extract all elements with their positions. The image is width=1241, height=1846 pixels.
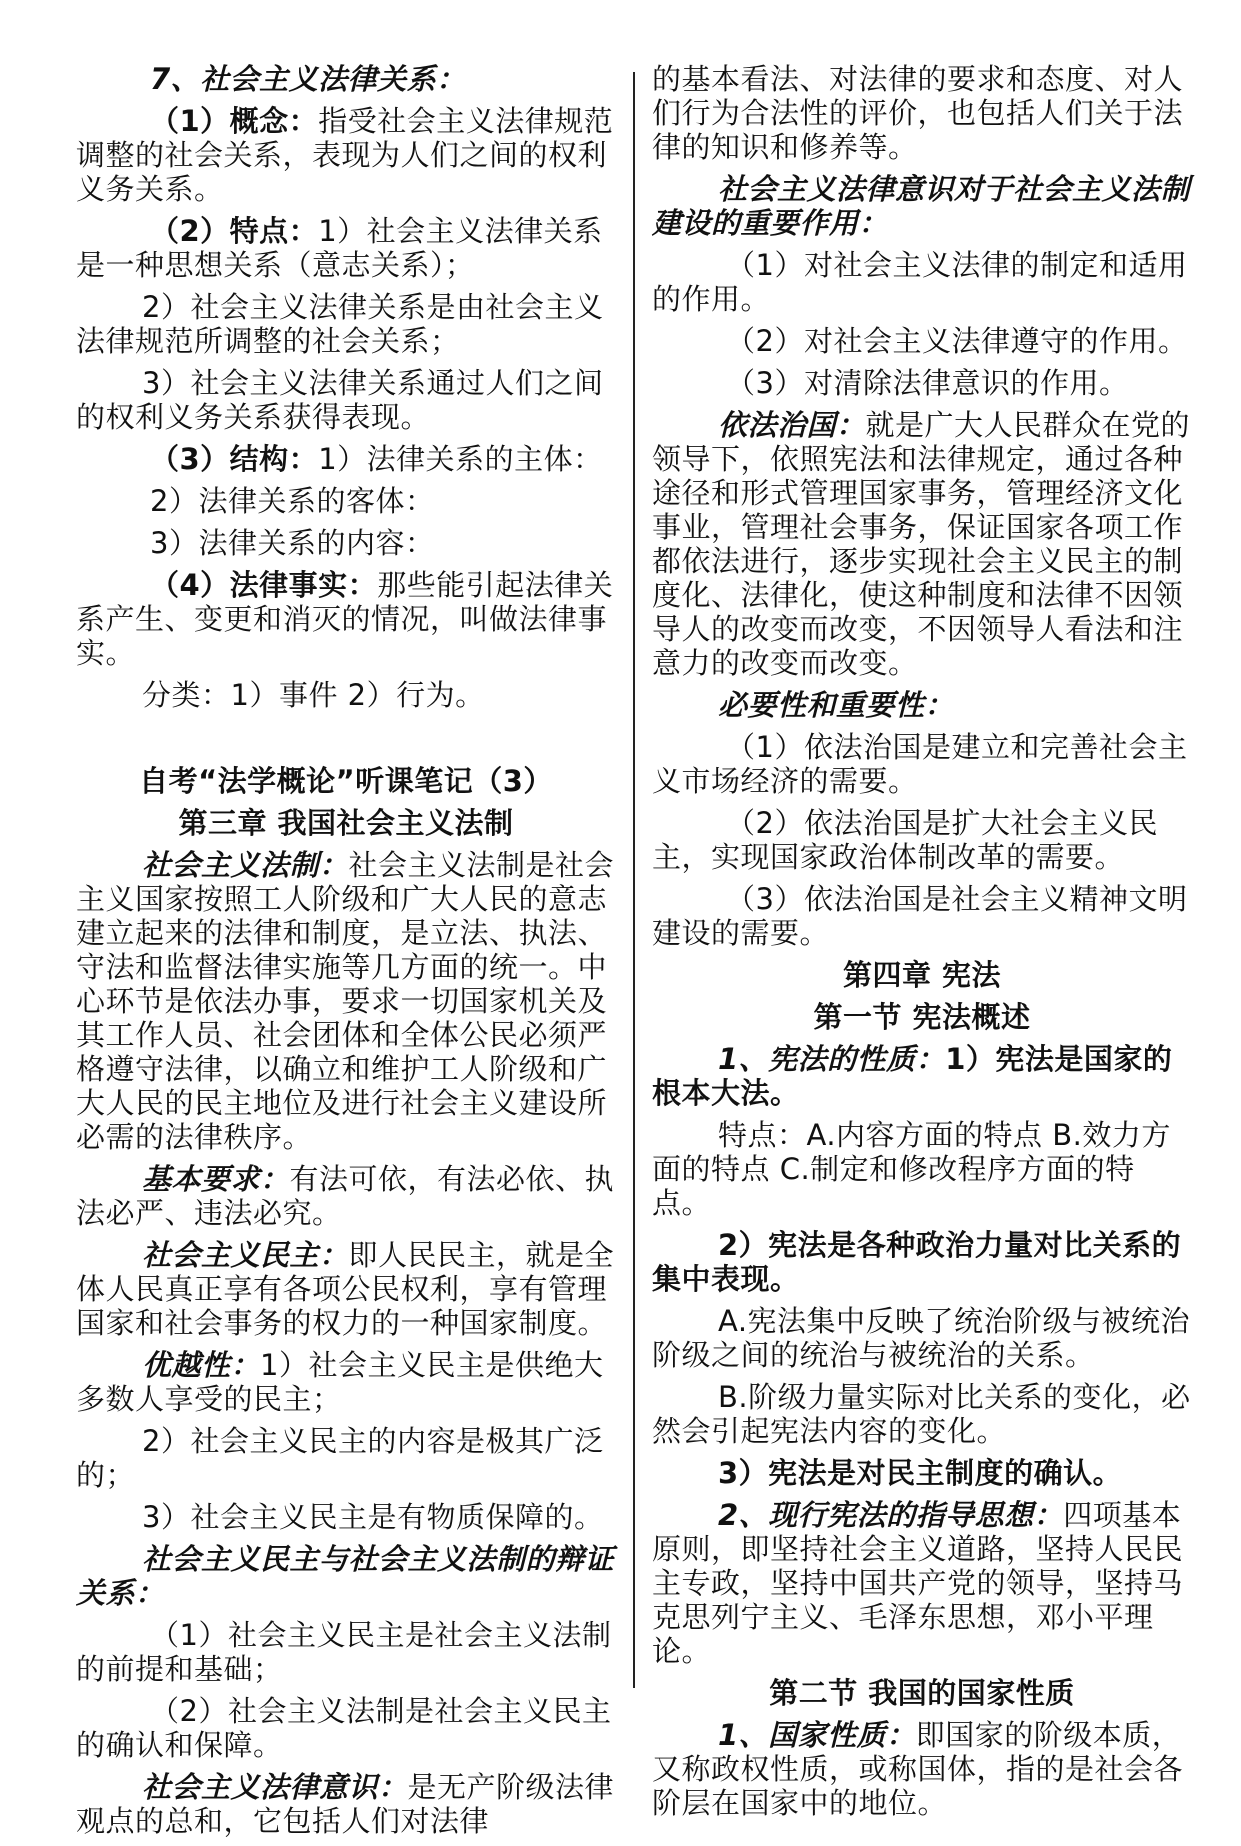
paragraph: 3）社会主义法律关系通过人们之间的权利义务关系获得表现。 — [76, 366, 604, 434]
paragraph: 3）社会主义民主是有物质保障的。 — [142, 1500, 604, 1534]
paragraph: 2）宪法是各种政治力量对比关系的集中表现。 — [652, 1228, 1182, 1296]
paragraph: （1）对社会主义法律的制定和适用的作用。 — [652, 248, 1188, 316]
paragraph: 2）社会主义法律关系是由社会主义法律规范所调整的社会关系； — [76, 290, 604, 358]
paragraph: 社会主义民主：即人民民主，就是全体人民真正享有各项公民权利，享有管理国家和社会事务的权力的一种国家制度。 — [76, 1238, 615, 1340]
paragraph: 2）社会主义民主的内容是极其广泛的； — [76, 1424, 604, 1492]
paragraph: （1）概念：指受社会主义法律规范调整的社会关系，表现为人们之间的权利义务关系。 — [76, 104, 614, 206]
paragraph: 基本要求：有法可依，有法必依、执法必严、违法必究。 — [76, 1162, 615, 1230]
paragraph: （2）对社会主义法律遵守的作用。 — [726, 324, 1188, 358]
paragraph: B.阶级力量实际对比关系的变化，必然会引起宪法内容的变化。 — [652, 1380, 1191, 1448]
paragraph: （2）社会主义法制是社会主义民主的确认和保障。 — [76, 1694, 612, 1762]
paragraph: （1）依法治国是建立和完善社会主义市场经济的需要。 — [652, 730, 1188, 798]
paragraph: 社会主义民主与社会主义法制的辩证关系： — [76, 1542, 615, 1610]
paragraph: 2、现行宪法的指导思想：四项基本原则，即坚持社会主义道路，坚持人民民主专政，坚持中国共产党的领导，坚持马克思列宁主义、毛泽东思想，邓小平理论。 — [652, 1498, 1184, 1668]
paragraph: （1）社会主义民主是社会主义法制的前提和基础； — [76, 1618, 612, 1686]
paragraph: 分类：1）事件 2）行为。 — [142, 678, 485, 712]
paragraph: 1、宪法的性质：1）宪法是国家的根本大法。 — [652, 1042, 1173, 1110]
paragraph: （2）依法治国是扩大社会主义民主，实现国家政治体制改革的需要。 — [652, 806, 1158, 874]
paragraph: 社会主义法律意识对于社会主义法制建设的重要作用： — [652, 172, 1191, 240]
paragraph: （3）对清除法律意识的作用。 — [726, 366, 1129, 400]
paragraph: （3）依法治国是社会主义精神文明建设的需要。 — [652, 882, 1188, 950]
paragraph: A.宪法集中反映了统治阶级与被统治阶级之间的统治与被统治的关系。 — [652, 1304, 1191, 1372]
paragraph: （4）法律事实：那些能引起法律关系产生、变更和消灭的情况，叫做法律事实。 — [76, 568, 614, 670]
section-title: 第二节 我国的国家性质 — [769, 1676, 1075, 1710]
notes-title: 自考“法学概论”听课笔记（3） — [139, 764, 553, 798]
paragraph: 特点：A.内容方面的特点 B.效力方面的特点 C.制定和修改程序方面的特点。 — [652, 1118, 1171, 1220]
chapter-title: 第三章 我国社会主义法制 — [178, 806, 514, 840]
paragraph: 3）宪法是对民主制度的确认。 — [718, 1456, 1123, 1490]
paragraph: 必要性和重要性： — [718, 688, 955, 722]
heading-legal-relation: 7、社会主义法律关系： — [150, 62, 466, 96]
column-divider — [633, 72, 635, 1688]
paragraph: 优越性：1）社会主义民主是供绝大多数人享受的民主； — [76, 1348, 604, 1416]
paragraph: 1、国家性质：即国家的阶级本质，又称政权性质，或称国体，指的是社会各阶层在国家中的地位。 — [652, 1718, 1184, 1820]
left-column — [76, 62, 616, 1846]
section-title: 第一节 宪法概述 — [813, 1000, 1031, 1034]
paragraph: 3）法律关系的内容： — [150, 526, 435, 560]
paragraph: （3）结构：1）法律关系的主体： — [150, 442, 603, 476]
right-column — [652, 62, 1192, 1828]
paragraph: 社会主义法制：社会主义法制是社会主义国家按照工人阶级和广大人民的意志建立起来的法律和制度，是立法、执法、守法和监督法律实施等几方面的统一。中心环节是依法办事，要求一切国家机关及其工作人员、社会团体和全体公民必须严格遵守法律，以确立和维护工人阶级和广大人民的民主地位及进行社会主义建设所必需的法律秩序。 — [76, 848, 615, 1154]
paragraph: 2）法律关系的客体： — [150, 484, 435, 518]
paragraph: 社会主义法律意识：是无产阶级法律观点的总和，它包括人们对法律 — [76, 1770, 615, 1838]
paragraph: 的基本看法、对法律的要求和态度、对人们行为合法性的评价，也包括人们关于法律的知识和修养等。 — [652, 62, 1184, 164]
paragraph: （2）特点：1）社会主义法律关系是一种思想关系（意志关系）； — [76, 214, 603, 282]
chapter-title: 第四章 宪法 — [842, 958, 1002, 992]
paragraph: 依法治国：就是广大人民群众在党的领导下，依照宪法和法律规定，通过各种途径和形式管理国家事务，管理经济文化事业，管理社会事务，保证国家各项工作都依法进行，逐步实现社会主义民主的制度化、法律化，使这种制度和法律不因领导人的改变而改变，不因领导人看法和注意力的改变而改变。 — [652, 408, 1191, 680]
